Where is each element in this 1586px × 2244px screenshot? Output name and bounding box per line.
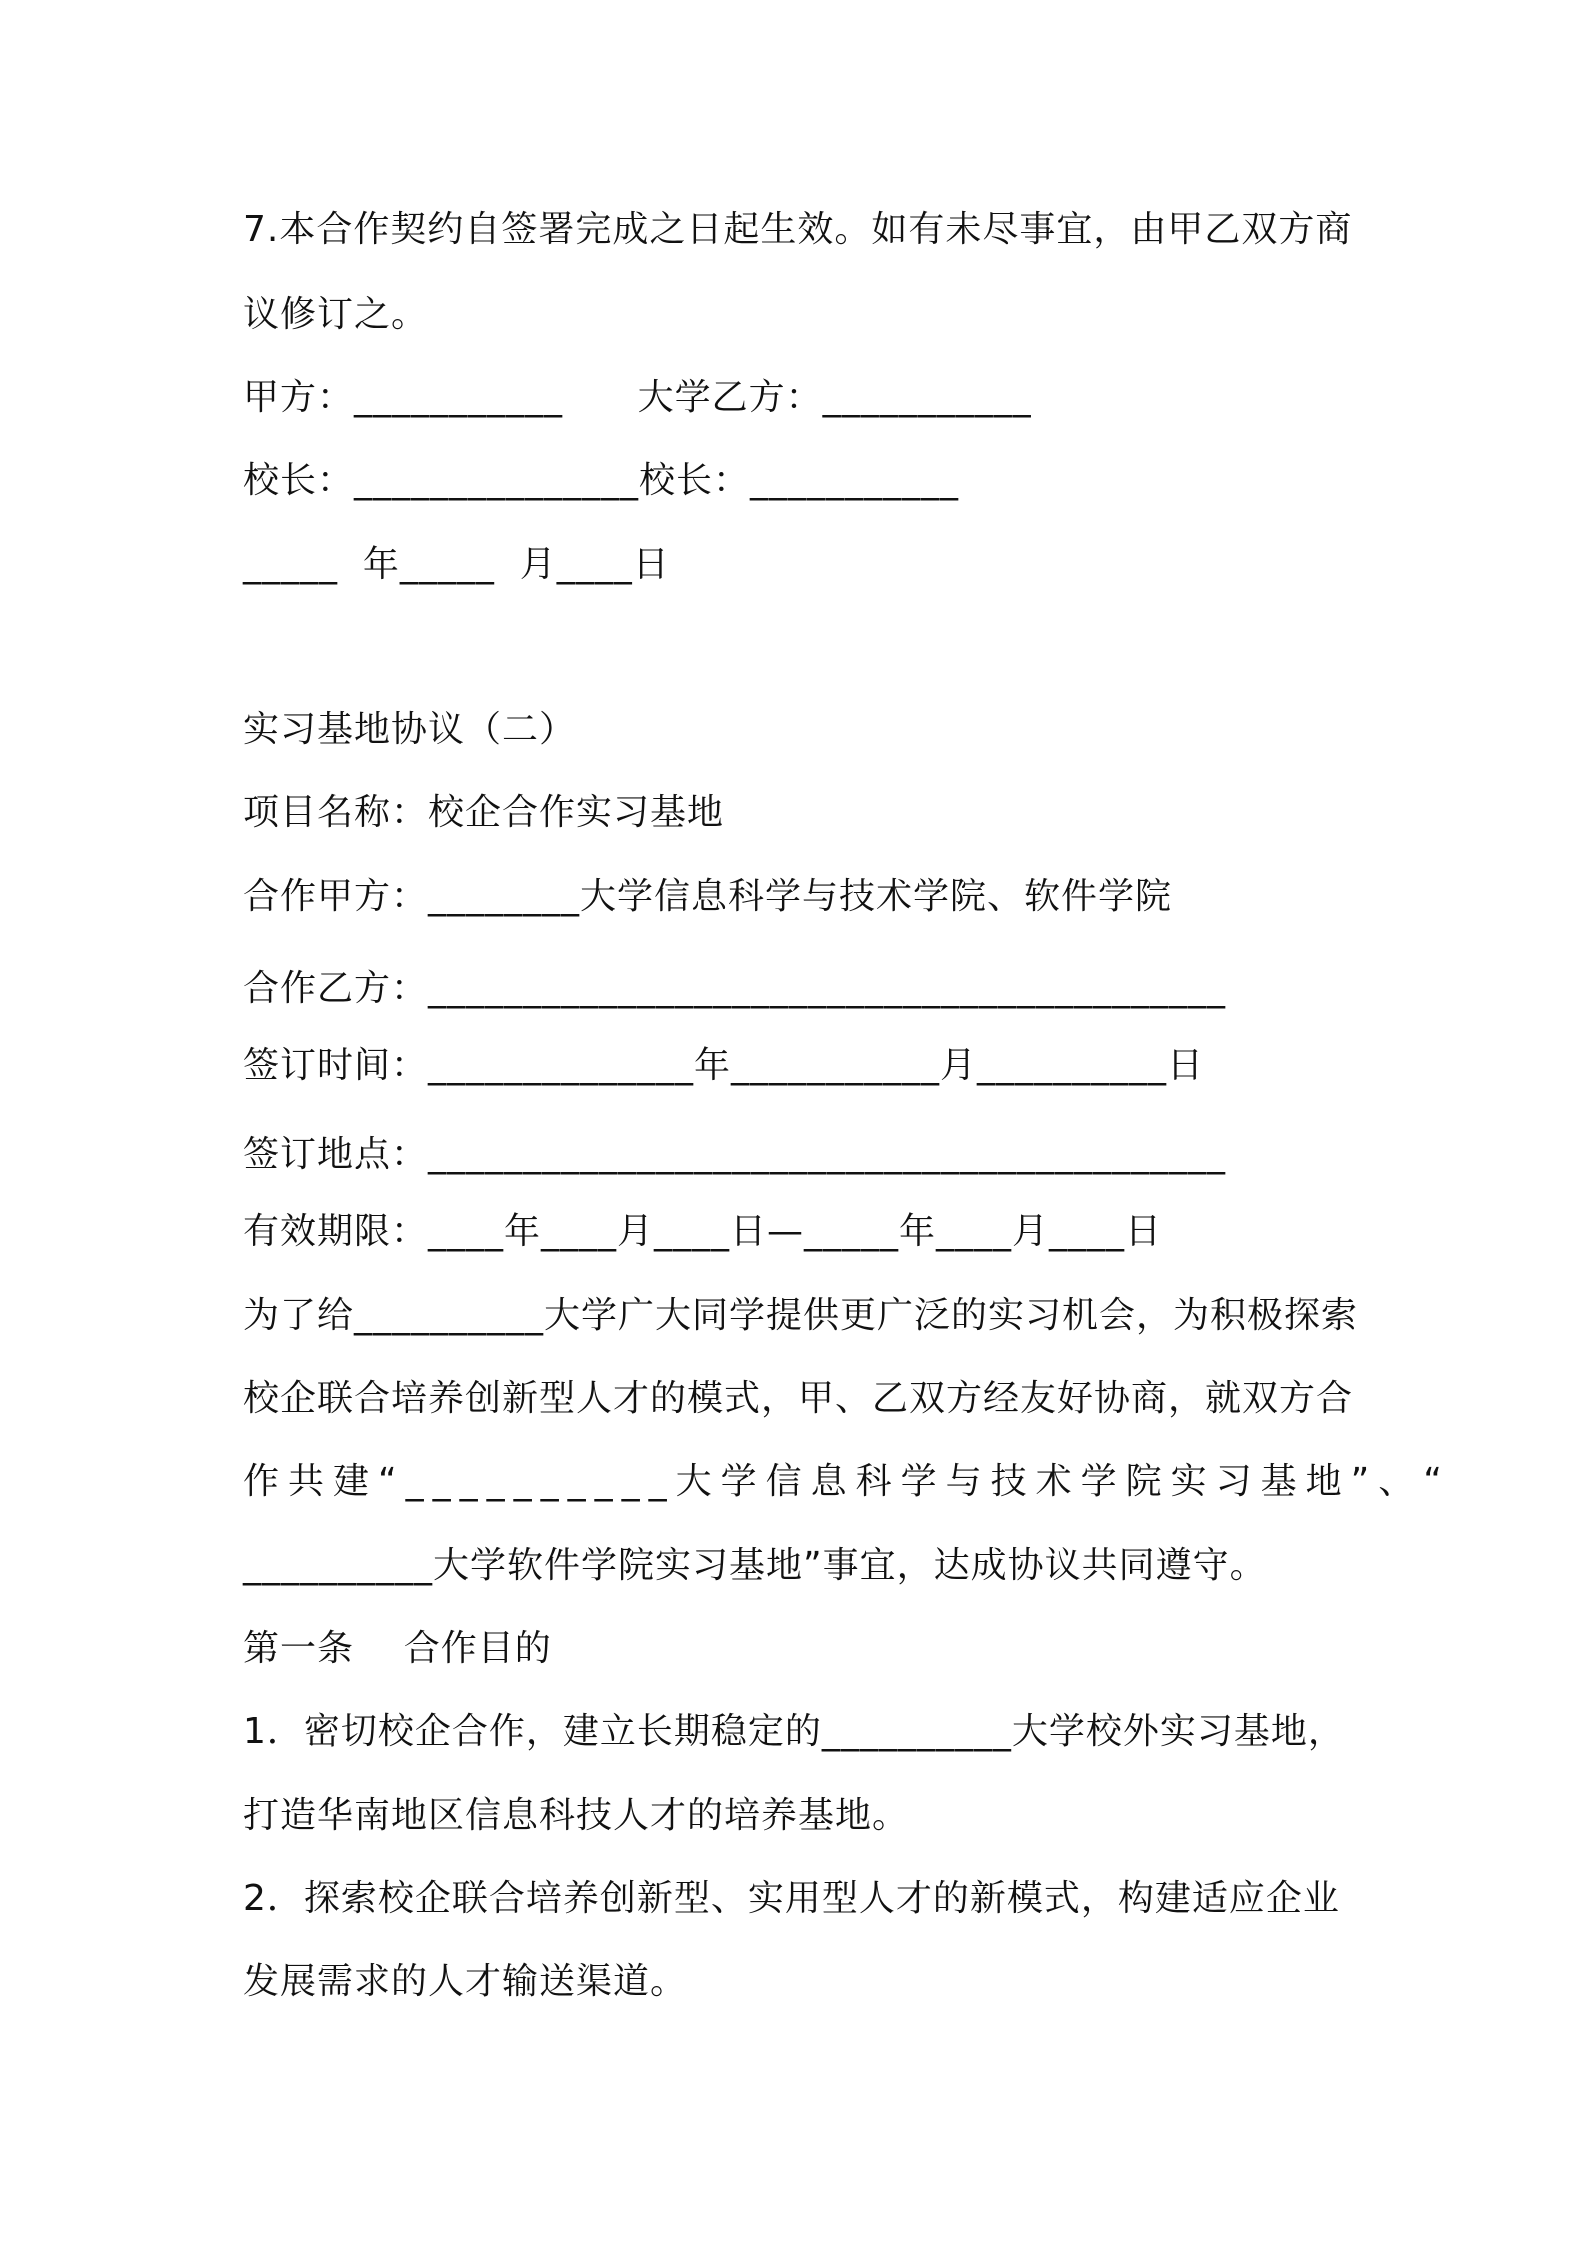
clause-7-line-1: 7.本合作契约自签署完成之日起生效。如有未尽事宜，由甲乙双方商 [243, 209, 1353, 250]
party-a-field: 合作甲方：________大学信息科学与技术学院、软件学院 [243, 876, 1173, 917]
agreement-title: 实习基地协议（二） [243, 709, 577, 750]
preamble-line-2: 校企联合培养创新型人才的模式，甲、乙双方经友好协商，就双方合 [243, 1378, 1354, 1419]
president-signature-line: 校长：_______________校长：___________ [243, 460, 960, 501]
article-1-item-2-line-1: 2．探索校企联合培养创新型、实用型人才的新模式，构建适应企业 [243, 1878, 1340, 1919]
signature-date-line: _____ 年_____ 月____日 [243, 544, 670, 585]
article-1-title: 第一条 合作目的 [243, 1628, 552, 1669]
sign-place-field: 签订地点：__________________________________________ [243, 1134, 1227, 1175]
party-signature-line: 甲方：___________ 大学乙方：___________ [243, 377, 1032, 418]
article-1-item-1-line-2: 打造华南地区信息科技人才的培养基地。 [243, 1795, 910, 1836]
valid-period-field: 有效期限：____年____月____日—_____年____月____日 [243, 1211, 1163, 1252]
preamble-line-4: __________大学软件学院实习基地”事宜，达成协议共同遵守。 [243, 1545, 1267, 1586]
preamble-line-1: 为了给__________大学广大同学提供更广泛的实习机会，为积极探索 [243, 1295, 1359, 1336]
sign-time-field: 签订时间：______________年___________月__________日 [243, 1045, 1205, 1086]
article-1-item-1-line-1: 1．密切校企合作，建立长期稳定的__________大学校外实习基地， [243, 1711, 1345, 1752]
clause-7-line-2: 议修订之。 [243, 294, 429, 335]
preamble-line-3: 作共建“__________大学信息科学与技术学院实习基地”、“ [243, 1461, 1451, 1502]
project-name: 项目名称：校企合作实习基地 [243, 792, 725, 833]
party-b-field: 合作乙方：__________________________________________ [243, 968, 1227, 1009]
article-1-item-2-line-2: 发展需求的人才输送渠道。 [243, 1961, 688, 2002]
